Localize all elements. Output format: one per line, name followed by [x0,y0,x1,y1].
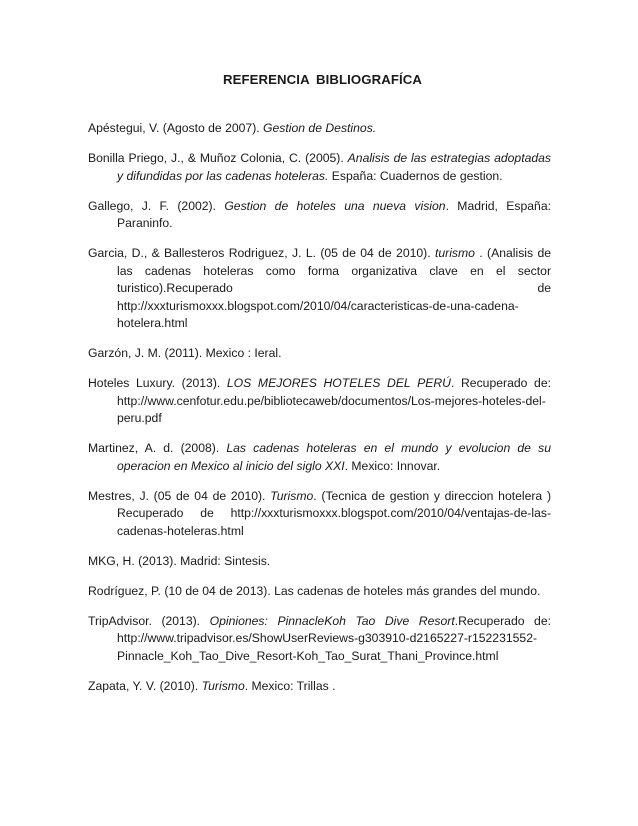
reference-entry [88,345,551,363]
reference-entry [88,678,551,696]
reference-text: Mestres, J. (05 de 04 de 2010). [88,488,271,503]
reference-text: Gallego, J. F. (2002). [88,198,225,213]
reference-entry [88,375,551,428]
reference-text: Bonilla Priego, J., & Muñoz Colonia, C. (2005). [88,151,348,165]
reference-text: Apéstegui, V. (Agosto de 2007). [88,121,264,135]
reference-text: . Recuperado de: http://www.cenfotur.edu.pe/bibliotecaweb/documentos/Los-mejores-hoteles-del-peru.pdf [117,376,551,425]
reference-entry [88,198,551,233]
reference-text: Rodríguez, P. (10 de 04 de 2013). Las cadenas de hoteles más grandes del mundo. [88,583,541,598]
reference-entry [88,120,551,138]
reference-title-italic: Las cadenas hoteleras en el mundo y evolucion de su operacion en Mexico al inicio del siglo XXI [117,441,551,473]
reference-title-italic: Gestion de hoteles una nueva vision [224,198,446,213]
reference-title-italic: Gestion de Destinos. [263,121,377,135]
reference-text: . Mexico: Innovar. [344,458,441,473]
reference-entry [88,245,551,333]
reference-text: MKG, H. (2013). Madrid: Sintesis. [88,553,271,568]
reference-title-italic: Opiniones: PinnacleKoh Tao Dive Resort [209,613,455,628]
reference-entry [88,150,551,185]
reference-entry [88,553,551,571]
reference-text: . Madrid, España: Paraninfo. [117,198,551,230]
reference-list [88,120,551,695]
reference-text: España: Cuadernos de gestion. [328,168,503,183]
reference-text: . Mexico: Trillas . [244,678,336,693]
reference-title-italic: Turismo [270,488,314,503]
reference-title-italic: LOS MEJORES HOTELES DEL PERÚ [226,376,451,390]
reference-entry [88,613,551,666]
reference-text: . (Analisis de las cadenas hoteleras como forma organizativa clave en el sector turistico).Recuperado de http://xxxturismoxxx.blogspot.com/2010/04/caracteristicas-de-una-cadena-hotelera.html [117,246,551,330]
reference-entry [88,583,551,601]
reference-text: Garzón, J. M. (2011). Mexico : Ieral. [88,346,282,360]
reference-title-italic: turismo [434,246,475,260]
reference-text: Hoteles Luxury. (2013). [88,376,227,390]
reference-text: TripAdvisor. (2013). [88,613,210,628]
reference-text: Garcia, D., & Ballesteros Rodriguez, J. L. (05 de 04 de 2010). [88,246,435,260]
reference-text: . (Tecnica de gestion y direccion hotelera ) Recuperado de http://xxxturismoxxx.blogspot.com/2010/04/ventajas-de-las-cadenas-hoteleras.html [117,488,551,538]
reference-entry [88,440,551,475]
reference-text: .Recuperado de: http://www.tripadvisor.es/ShowUserReviews-g303910-d2165227-r152231552-Pinnacle_Koh_Tao_Dive_Resort-Koh_Tao_Surat_Thani_Province.html [117,613,552,663]
reference-entry [88,488,551,541]
reference-text: Martinez, A. d. (2008). [88,441,227,455]
reference-title-italic: Analisis de las estrategias adoptadas y difundidas por las cadenas hoteleras. [117,151,552,183]
page-title: REFERENCIA BIBLIOGRAFÍCA [222,72,423,87]
reference-title-italic: Turismo [201,678,245,693]
reference-text: Zapata, Y. V. (2010). [88,678,202,693]
